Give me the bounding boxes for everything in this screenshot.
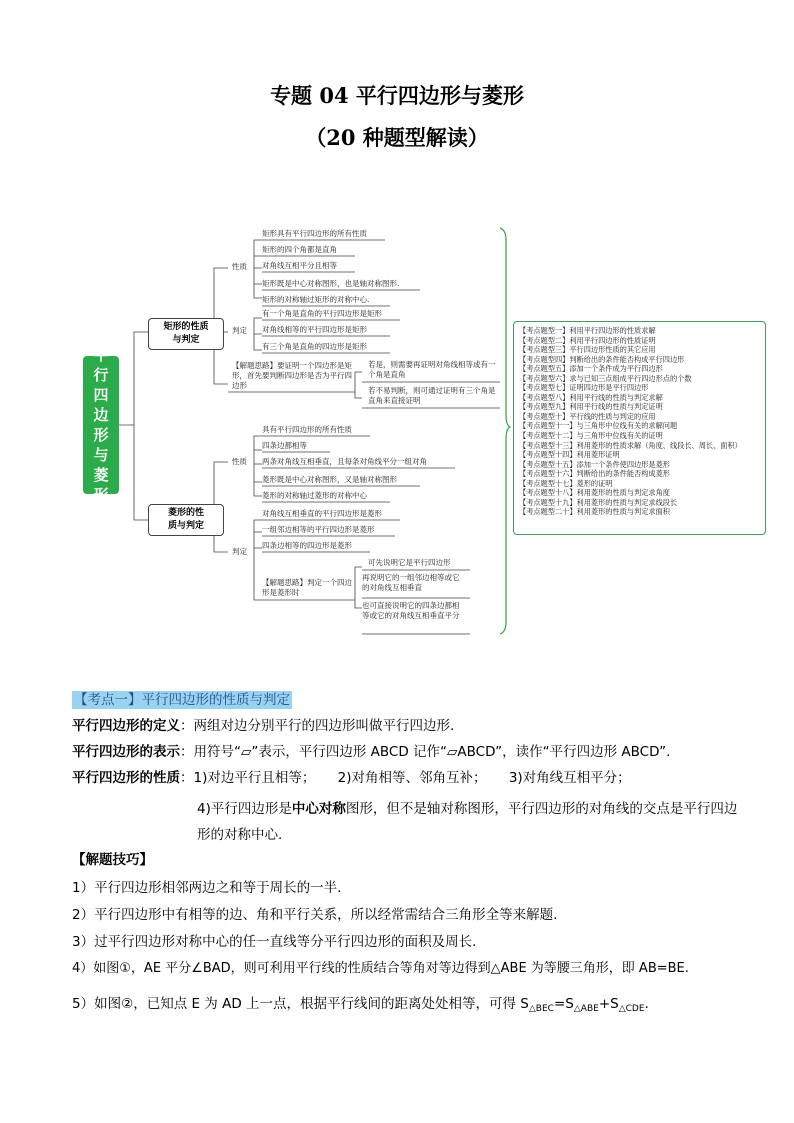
section-heading [72, 690, 292, 710]
topic-item: 【考点题型八】利用平行线的性质与判定求解 [519, 392, 663, 402]
root-char: 形 [93, 486, 109, 504]
tips-heading: 【解题技巧】 [72, 852, 153, 868]
rect-category-line2: 与判定 [172, 335, 200, 345]
topic-item: 【考点题型十二】与三角形中位线有关的证明 [519, 431, 663, 441]
topic-item: 【考点题型一】利用平行四边形的性质求解 [519, 326, 656, 335]
property-3: 3)对角线互相平分； [508, 770, 631, 786]
definition-label: 平行四边形的定义 [72, 718, 180, 734]
rect-judge-label: 判定 [232, 326, 247, 335]
rhombus-tip-a: 可先说明它是平行四边形 [368, 558, 451, 567]
rhombus-prop-item: 菱形既是中心对称图形，又是轴对称图形 [262, 475, 397, 484]
topic-item: 【考点题型十一】与三角形中位线有关的求解问题 [519, 421, 678, 431]
definition-text: ：两组对边分别平行的四边形叫做平行四边形. [180, 718, 455, 734]
rhombus-judge-item: 四条边相等的四边形是菱形 [262, 541, 352, 550]
topic-item: 【考点题型二】利用平行四边形的性质证明 [519, 335, 656, 345]
rect-props-label: 性质 [232, 262, 247, 271]
rhombus-category-box [148, 504, 224, 536]
root-char: 菱 [93, 466, 109, 484]
topic-item: 【考点题型十九】利用菱形的性质与判定求线段长 [519, 497, 678, 507]
rhombus-tip-c: 也可直接说明它的四条边都相等或它的对角线互相垂直平分 [362, 601, 460, 620]
page-subtitle: （20 种题型解读） [305, 125, 489, 150]
rhombus-judge-label: 判定 [232, 547, 247, 556]
section-heading-text: 【考点一】平行四边形的性质与判定 [74, 692, 290, 708]
tip-2: 2）平行四边形中有相等的边、角和平行关系，所以经常需结合三角形全等来解题. [72, 907, 558, 923]
property-4-text-c: 图形，但不是轴对称图形，平行四边形的对角线的交点是平行四边 [345, 801, 738, 817]
rhombus-judge-item: 一组邻边相等的平行四边形是菱形 [262, 525, 375, 534]
tip-5-sub: △BEC [528, 1004, 554, 1014]
rect-prop-item: 矩形既是中心对称图形，也是轴对称图形. [262, 279, 400, 288]
topic-item: 【考点题型十五】添加一个条件使四边形是菱形 [519, 459, 670, 469]
tip-5-text: =S [553, 996, 574, 1012]
page-title: 专题 04 平行四边形与菱形 [270, 83, 524, 108]
tip-1: 1）平行四边形相邻两边之和等于周长的一半. [72, 880, 342, 896]
property-2: 2)对角相等、邻角互补； [337, 770, 487, 786]
topic-item: 【考点题型四】判断给出的条件能否构成平行四边形 [519, 354, 685, 364]
property-1: ：1)对边平行且相等； [180, 770, 316, 786]
topic-item: 【考点题型十七】菱形的证明 [519, 478, 613, 488]
tip-5-sub: △ABE [573, 1004, 599, 1014]
rect-tip-b: 若不易判断，则可通过证明有三个角是直角来直接证明 [368, 386, 496, 405]
tip-5-text: 5）如图②，已知点 E 为 AD 上一点，根据平行线间的距离处处相等，可得 S [72, 996, 529, 1012]
tip-3: 3）过平行四边形对称中心的任一直线等分平行四边形的面积及周长. [72, 934, 477, 950]
rect-prop-item: 矩形具有平行四边形的所有性质 [262, 229, 367, 238]
tip-5-sub: △CDE [618, 1004, 645, 1014]
root-char: 行 [93, 366, 109, 384]
rect-tip: 【解题思路】要证明一个四边形是矩形，首先要判断四边形是否为平行四边形 [232, 361, 352, 390]
rect-judge-item: 有一个角是直角的平行四边形是矩形 [262, 309, 382, 318]
rect-category-line1: 矩形的性质 [163, 322, 209, 332]
topic-item: 【考点题型十三】利用菱形的性质求解（角度、线段长、周长、面积） [519, 440, 742, 450]
rect-prop-item: 对角线互相平分且相等 [262, 261, 337, 270]
root-char: 平 [93, 346, 109, 364]
root-char: 四 [93, 386, 109, 404]
topic-item: 【考点题型三】平行四边形性质的其它应用 [519, 345, 656, 355]
rhombus-tip: 【解题思路】判定一个四边形是菱形时 [262, 578, 352, 597]
topic-item: 【考点题型十六】判断给出的条件能否构成菱形 [519, 469, 670, 479]
rect-prop-item: 矩形的对称轴过矩形的对称中心. [262, 295, 370, 304]
property-4 [197, 796, 757, 848]
tip-5-text: +S [598, 996, 619, 1012]
tip-4: 4）如图①，AE 平分∠BAD，则可利用平行线的性质结合等角对等边得到△ABE 为等腰三角形，即 AB=BE. [72, 961, 689, 976]
rect-judge-item: 对角线相等的平行四边形是矩形 [262, 325, 367, 334]
representation-line [72, 742, 762, 762]
root-char: 边 [93, 406, 109, 424]
representation-text: ：用符号“▱”表示，平行四边形 ABCD 记作“▱ABCD”，读作“平行四边形 ABCD”. [180, 744, 671, 760]
rhombus-category-line2: 质与判定 [167, 521, 204, 531]
rhombus-props-label: 性质 [232, 457, 247, 466]
topic-item: 【考点题型十四】利用菱形证明 [519, 450, 620, 460]
rect-tip-a: 若是，则需要再证明对角线相等或有一个角是直角 [368, 360, 496, 379]
property-4-text-a: 4)平行四边形是 [197, 801, 292, 817]
properties-line [72, 768, 762, 788]
topic-item: 【考点题型十八】利用菱形的性质与判定求角度 [519, 488, 670, 498]
rect-prop-item: 矩形的四个角都是直角 [262, 245, 337, 254]
rect-category-box [148, 318, 224, 350]
tip-5-text: . [644, 996, 649, 1012]
rhombus-prop-item: 具有平行四边形的所有性质 [262, 425, 352, 434]
mindmap-root [83, 346, 119, 504]
topic-item: 【考点题型七】证明四边形是平行四边形 [519, 383, 649, 393]
rhombus-tip-b: 再说明它的一组邻边相等或它的对角线互相垂直 [362, 573, 460, 592]
property-4-text-d: 形的对称中心. [197, 827, 283, 843]
root-char: 形 [93, 426, 109, 444]
topic-list-box [513, 321, 766, 535]
root-char: 与 [93, 446, 109, 464]
topic-item: 【考点题型二十】利用菱形的性质与判定求面积 [519, 507, 670, 517]
property-4-bold: 中心对称 [291, 801, 346, 817]
tip-5 [72, 994, 772, 1019]
rhombus-category-line1: 菱形的性 [167, 508, 204, 518]
rhombus-prop-item: 四条边都相等 [262, 441, 307, 450]
topic-item: 【考点题型十】平行线的性质与判定的应用 [519, 411, 656, 421]
rhombus-prop-item: 两条对角线互相垂直，且每条对角线平分一组对角 [262, 457, 427, 466]
topic-item: 【考点题型六】求与已知三点组成平行四边形点的个数 [519, 373, 692, 383]
definition-line [72, 716, 752, 736]
properties-label: 平行四边形的性质 [72, 770, 180, 786]
rhombus-judge-item: 对角线互相垂直的平行四边形是菱形 [262, 509, 382, 518]
topic-item: 【考点题型九】利用平行线的性质与判定证明 [519, 402, 663, 412]
representation-label: 平行四边形的表示 [72, 744, 180, 760]
rect-judge-item: 有三个角是直角的四边形是矩形 [262, 342, 367, 351]
topic-item: 【考点题型五】添加一个条件成为平行四边形 [519, 364, 663, 374]
rhombus-prop-item: 菱形的对称轴过菱形的对称中心 [262, 491, 367, 500]
